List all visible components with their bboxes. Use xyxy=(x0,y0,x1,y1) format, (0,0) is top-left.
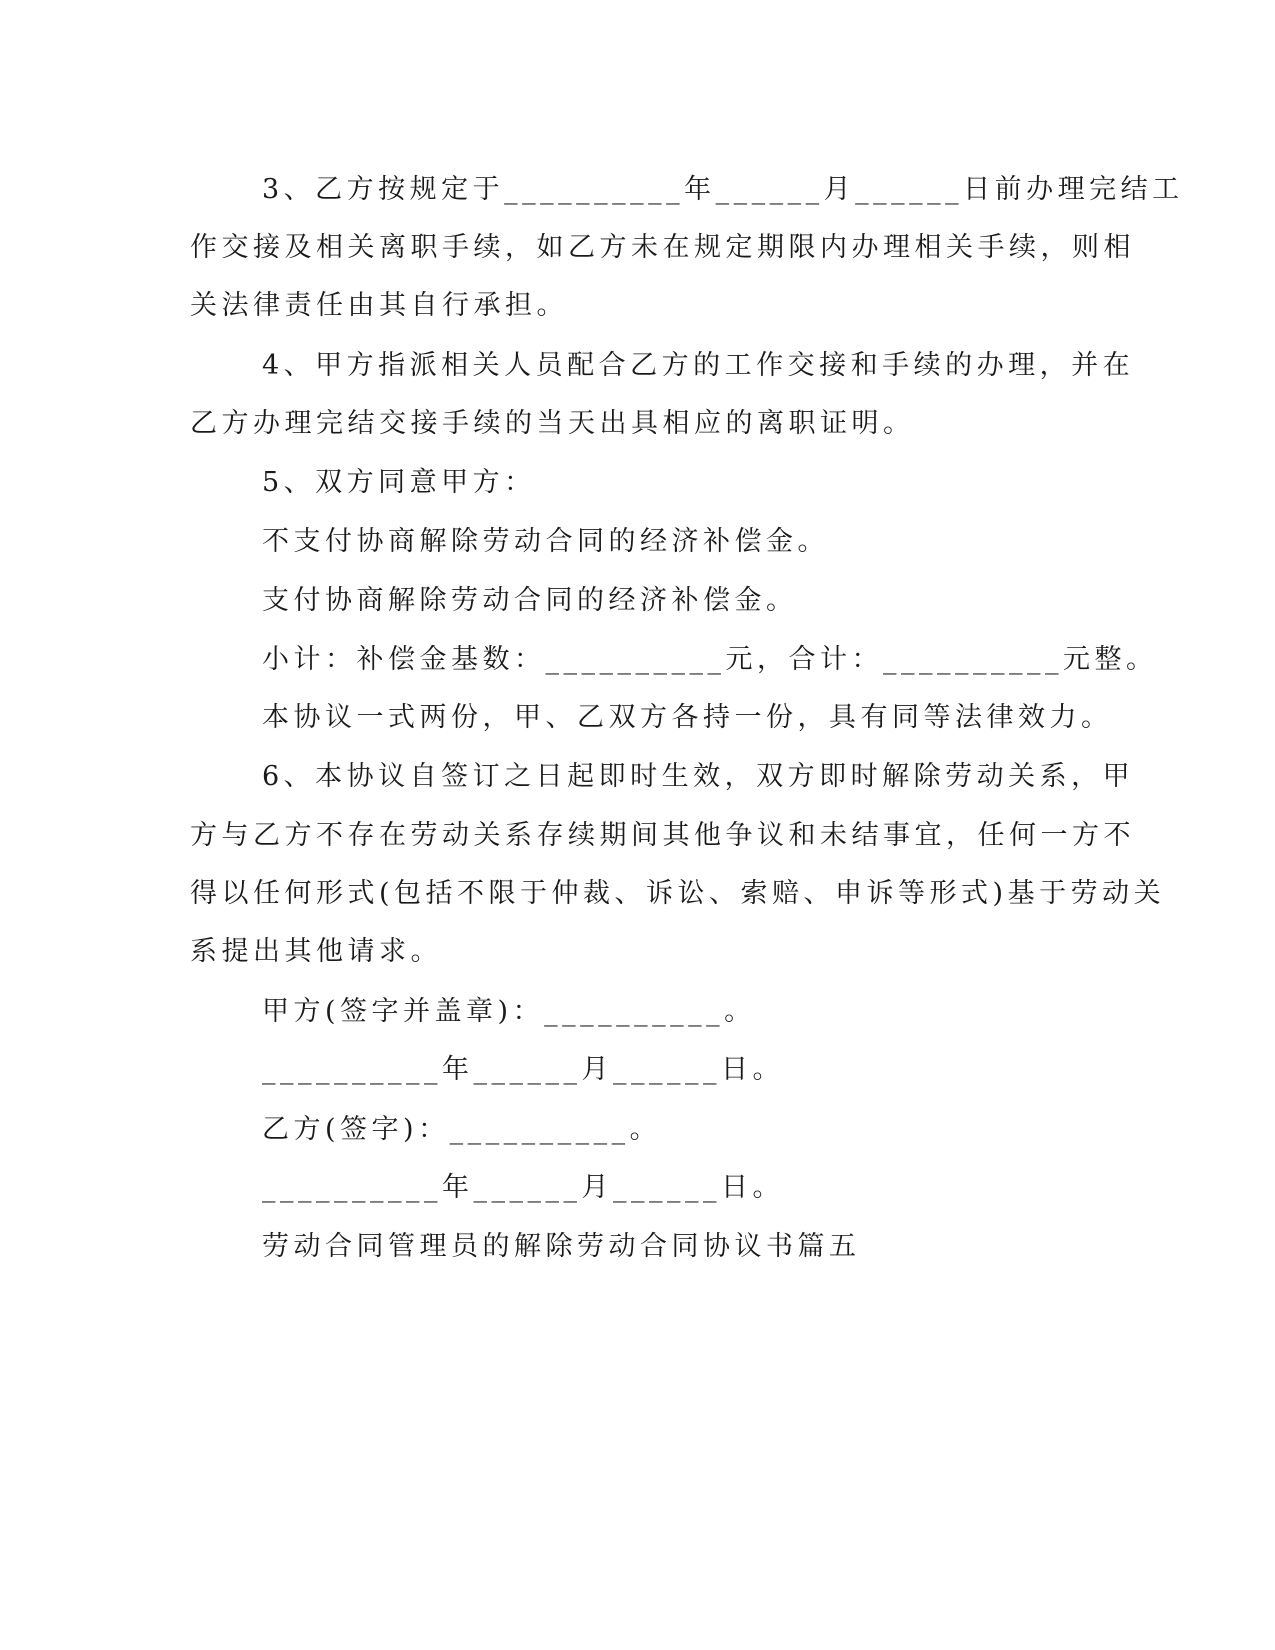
party-b-date: __________年______月______日。 xyxy=(262,1172,784,1203)
clause-6-line-2: 方与乙方不存在劳动关系存续期间其他争议和未结事宜，任何一方不 xyxy=(190,820,1135,851)
clause-6-line-3: 得以任何形式(包括不限于仲裁、诉讼、索赔、申诉等形式)基于劳动关 xyxy=(190,878,1166,909)
clause-5-heading: 5、双方同意甲方： xyxy=(262,467,536,498)
clause-4-line-2: 乙方办理完结交接手续的当天出具相应的离职证明。 xyxy=(190,408,915,439)
option-compensation: 支付协商解除劳动合同的经济补偿金。 xyxy=(262,585,798,616)
copies-statement: 本协议一式两份，甲、乙双方各持一份，具有同等法律效力。 xyxy=(262,702,1113,733)
party-a-signature: 甲方(签字并盖章)：__________。 xyxy=(262,996,756,1027)
party-a-date: __________年______月______日。 xyxy=(262,1054,784,1085)
clause-3-line-2: 作交接及相关离职手续，如乙方未在规定期限内办理相关手续，则相 xyxy=(190,232,1135,263)
clause-6-line-1: 6、本协议自签订之日起即时生效，双方即时解除劳动关系，甲 xyxy=(262,761,1135,792)
clause-4-line-1: 4、甲方指派相关人员配合乙方的工作交接和手续的办理，并在 xyxy=(262,350,1135,381)
party-b-signature: 乙方(签字)：__________。 xyxy=(262,1114,662,1145)
clause-3-line-3: 关法律责任由其自行承担。 xyxy=(190,290,568,321)
option-no-compensation: 不支付协商解除劳动合同的经济补偿金。 xyxy=(262,526,829,557)
clause-3-line-1: 3、乙方按规定于__________年______月______日前办理完结工 xyxy=(262,174,1184,205)
clause-6-line-4: 系提出其他请求。 xyxy=(190,936,442,967)
compensation-subtotal: 小计：补偿金基数：__________元，合计：__________元整。 xyxy=(262,644,1158,675)
section-title: 劳动合同管理员的解除劳动合同协议书篇五 xyxy=(262,1231,861,1262)
